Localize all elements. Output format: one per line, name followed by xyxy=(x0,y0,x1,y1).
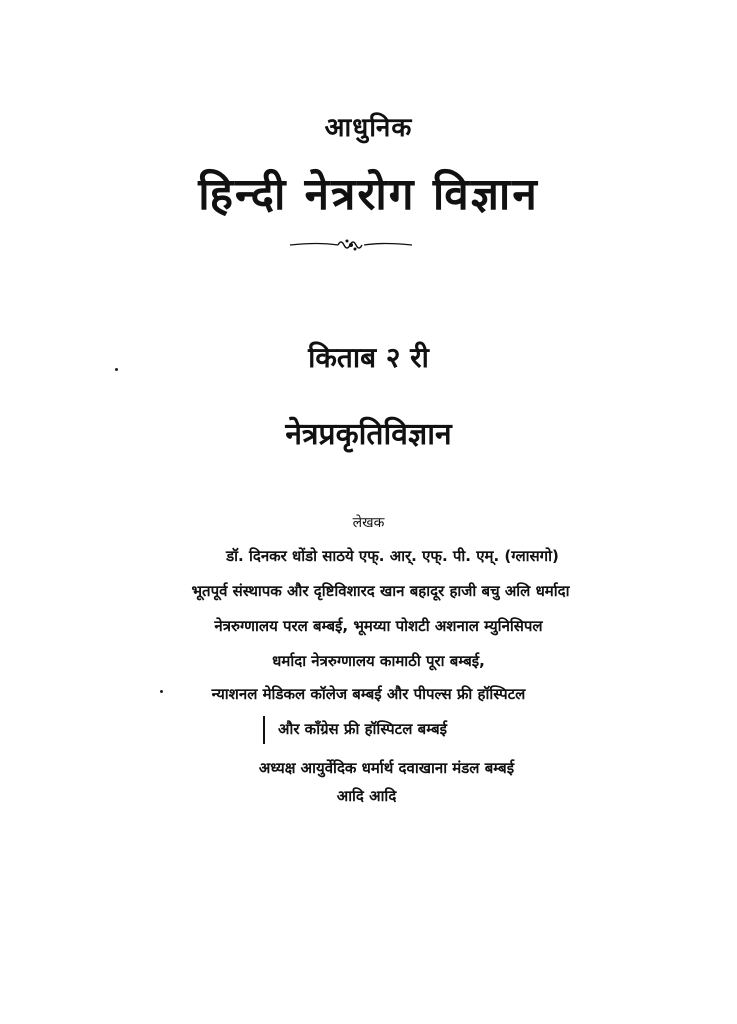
print-mark xyxy=(263,716,271,744)
author-credit-line: और कॉंग्रेस फ्री हॉस्पिटल बम्बई xyxy=(277,720,447,738)
author-credit-line: धर्मादा नेत्ररुग्णालय कामाठी पूरा बम्बई, xyxy=(272,652,485,670)
ink-speck xyxy=(115,368,118,371)
author-credit-line: आदि आदि xyxy=(336,787,397,805)
book-subtitle: नेत्रप्रकृतिविज्ञान xyxy=(285,417,452,452)
author-credit-line: डॉ. दिनकर धोंडो साठये एफ्. आर्. एफ्. पी. एम्. (ग्लासगो) xyxy=(226,547,559,565)
author-credit-line: अध्यक्ष आयुर्वेदिक धर्मार्थ दवाखाना मंडल बम्बई xyxy=(258,759,515,777)
ornament-divider-icon xyxy=(288,236,414,252)
author-credit-line: भूतपूर्व संस्थापक और दृष्टिविशारद खान बहादूर हाजी बचु अलि धर्मादा xyxy=(191,582,570,600)
book-title: हिन्दी नेत्ररोग विज्ञान xyxy=(198,169,539,220)
author-label: लेखक xyxy=(352,515,385,531)
title-overline: आधुनिक xyxy=(324,113,413,143)
author-credit-line: नेत्ररुग्णालय परल बम्बई, भूमय्या पोशटी अशनाल म्युनिसिपल xyxy=(214,617,543,635)
book-number: किताब २ री xyxy=(308,341,429,374)
author-credit-line: न्याशनल मेडिकल कॉलेज बम्बई और पीपल्स फ्री हॉस्पिटल xyxy=(211,685,526,703)
ink-speck xyxy=(160,690,163,693)
